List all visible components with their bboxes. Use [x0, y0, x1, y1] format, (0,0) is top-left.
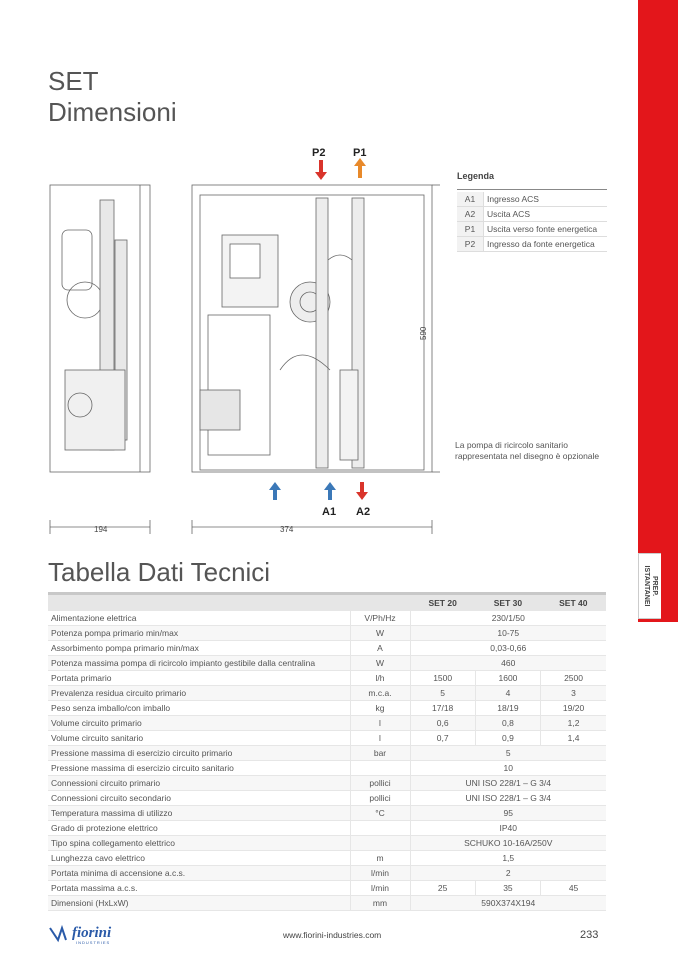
row-cell: W — [350, 626, 410, 641]
row-label: Dimensioni (HxLxW) — [48, 896, 350, 911]
row-label: Temperatura massima di utilizzo — [48, 806, 350, 821]
row-label: Grado di protezione elettrico — [48, 821, 350, 836]
row-label: Volume circuito sanitario — [48, 731, 350, 746]
row-cell: l/min — [350, 866, 410, 881]
row-cell: UNI ISO 228/1 – G 3/4 — [410, 776, 606, 791]
row-cell — [350, 836, 410, 851]
row-label: Potenza pompa primario min/max — [48, 626, 350, 641]
row-cell: m — [350, 851, 410, 866]
header-cell: SET 40 — [541, 594, 606, 612]
legend-divider — [457, 189, 607, 190]
legend-code: P2 — [457, 237, 484, 252]
row-cell: 19/20 — [541, 701, 606, 716]
table-row — [48, 641, 606, 656]
table-row — [48, 866, 606, 881]
row-cell: A — [350, 641, 410, 656]
row-cell: mm — [350, 896, 410, 911]
side-tab-label: PREP. ISTANTANEI — [643, 565, 658, 607]
row-cell: 35 — [475, 881, 540, 896]
table-row — [48, 821, 606, 836]
row-cell: 17/18 — [410, 701, 475, 716]
page-title-set: SET — [48, 66, 99, 96]
technical-data-table — [48, 592, 606, 911]
table-header-row — [48, 594, 606, 612]
row-cell: pollici — [350, 791, 410, 806]
row-label: Pressione massima di esercizio circuito primario — [48, 746, 350, 761]
row-cell: m.c.a. — [350, 686, 410, 701]
row-cell: 25 — [410, 881, 475, 896]
row-cell: bar — [350, 746, 410, 761]
row-label: Potenza massima pompa di ricircolo impianto gestibile dalla centralina — [48, 656, 350, 671]
p1-arrow-icon — [354, 158, 366, 178]
row-label: Portata primario — [48, 671, 350, 686]
row-cell: l/h — [350, 671, 410, 686]
table-row — [48, 746, 606, 761]
row-label: Portata massima a.c.s. — [48, 881, 350, 896]
legend-row — [457, 222, 607, 237]
row-cell: IP40 — [410, 821, 606, 836]
table-row — [48, 701, 606, 716]
legend-code: P1 — [457, 222, 484, 237]
table-row — [48, 896, 606, 911]
row-cell — [350, 761, 410, 776]
footer-url[interactable]: www.fiorini-industries.com — [283, 930, 382, 940]
p1-label: P1 — [353, 147, 367, 159]
legend-row — [457, 207, 607, 222]
table-row — [48, 671, 606, 686]
row-cell: 45 — [541, 881, 606, 896]
row-cell: 0,7 — [410, 731, 475, 746]
table-row — [48, 611, 606, 626]
row-label: Pressione massima di esercizio circuito sanitario — [48, 761, 350, 776]
row-cell: 0,9 — [475, 731, 540, 746]
fiorini-logo — [48, 922, 138, 951]
row-cell: 2500 — [541, 671, 606, 686]
dim-width-label: 374 — [280, 525, 294, 534]
pump-note: La pompa di ricircolo sanitario rappresentata nel disegno è opzionale — [455, 440, 600, 461]
table-row — [48, 881, 606, 896]
table-title: Tabella Dati Tecnici — [48, 557, 271, 587]
row-label: Prevalenza residua circuito primario — [48, 686, 350, 701]
page-title-dimensioni: Dimensioni — [48, 97, 177, 127]
table-row — [48, 806, 606, 821]
legend-text: Ingresso ACS — [484, 192, 608, 207]
table-row — [48, 626, 606, 641]
row-cell: l — [350, 731, 410, 746]
row-cell: pollici — [350, 776, 410, 791]
row-label: Volume circuito primario — [48, 716, 350, 731]
row-label: Peso senza imballo/con imballo — [48, 701, 350, 716]
a1b-arrow-icon — [324, 482, 336, 500]
legend-code: A2 — [457, 207, 484, 222]
row-cell: 10-75 — [410, 626, 606, 641]
row-label: Tipo spina collegamento elettrico — [48, 836, 350, 851]
table-row — [48, 851, 606, 866]
row-cell: UNI ISO 228/1 – G 3/4 — [410, 791, 606, 806]
row-cell: °C — [350, 806, 410, 821]
header-cell — [350, 594, 410, 612]
row-cell: 5 — [410, 746, 606, 761]
row-cell: 0,03-0,66 — [410, 641, 606, 656]
row-cell: SCHUKO 10-16A/250V — [410, 836, 606, 851]
row-cell: 230/1/50 — [410, 611, 606, 626]
table-row — [48, 686, 606, 701]
a2-label: A2 — [356, 506, 371, 518]
dim-depth-label: 194 — [94, 525, 108, 534]
a2-arrow-icon — [356, 482, 368, 500]
row-cell: 1,5 — [410, 851, 606, 866]
row-cell: l — [350, 716, 410, 731]
row-cell: 590X374X194 — [410, 896, 606, 911]
p2-label: P2 — [312, 147, 326, 159]
dim-height-label: 590 — [419, 326, 428, 340]
table-row — [48, 776, 606, 791]
row-cell: 3 — [541, 686, 606, 701]
legend-row — [457, 192, 607, 207]
legend-text: Uscita verso fonte energetica — [484, 222, 608, 237]
legend-text: Uscita ACS — [484, 207, 608, 222]
row-cell: l/min — [350, 881, 410, 896]
row-cell: kg — [350, 701, 410, 716]
table-row — [48, 731, 606, 746]
row-cell: 1,4 — [541, 731, 606, 746]
legend-text: Ingresso da fonte energetica — [484, 237, 608, 252]
header-cell — [48, 594, 350, 612]
header-cell: SET 30 — [475, 594, 540, 612]
row-cell: 1500 — [410, 671, 475, 686]
row-cell: 4 — [475, 686, 540, 701]
table-row — [48, 656, 606, 671]
row-cell: W — [350, 656, 410, 671]
row-label: Assorbimento pompa primario min/max — [48, 641, 350, 656]
row-cell: 1600 — [475, 671, 540, 686]
row-label: Connessioni circuito primario — [48, 776, 350, 791]
table-row — [48, 761, 606, 776]
row-cell: 5 — [410, 686, 475, 701]
legend-code: A1 — [457, 192, 484, 207]
page-number: 233 — [580, 929, 599, 941]
row-cell: 2 — [410, 866, 606, 881]
logo-brand: fiorini — [72, 925, 112, 941]
a1-arrow-icon — [269, 482, 281, 500]
header-cell: SET 20 — [410, 594, 475, 612]
p2-arrow-icon — [315, 160, 327, 180]
logo-mark-icon — [50, 928, 66, 940]
row-label: Alimentazione elettrica — [48, 611, 350, 626]
row-label: Connessioni circuito secondario — [48, 791, 350, 806]
section-side-tab[interactable] — [638, 553, 661, 619]
row-label: Lunghezza cavo elettrico — [48, 851, 350, 866]
row-cell: 18/19 — [475, 701, 540, 716]
red-sidebar-band — [638, 0, 678, 622]
row-cell: 460 — [410, 656, 606, 671]
row-cell: 0,6 — [410, 716, 475, 731]
row-cell: 95 — [410, 806, 606, 821]
row-cell: 10 — [410, 761, 606, 776]
row-cell: V/Ph/Hz — [350, 611, 410, 626]
legend-row — [457, 237, 607, 252]
logo-sub: INDUSTRIES — [76, 940, 111, 945]
legend-table — [457, 192, 607, 252]
row-label: Portata minima di accensione a.c.s. — [48, 866, 350, 881]
table-row — [48, 716, 606, 731]
row-cell — [350, 821, 410, 836]
row-cell: 1,2 — [541, 716, 606, 731]
row-cell: 0,8 — [475, 716, 540, 731]
a1-label: A1 — [322, 506, 337, 518]
technical-drawing — [40, 140, 440, 550]
table-row — [48, 836, 606, 851]
legend-title: Legenda — [457, 171, 495, 181]
table-row — [48, 791, 606, 806]
